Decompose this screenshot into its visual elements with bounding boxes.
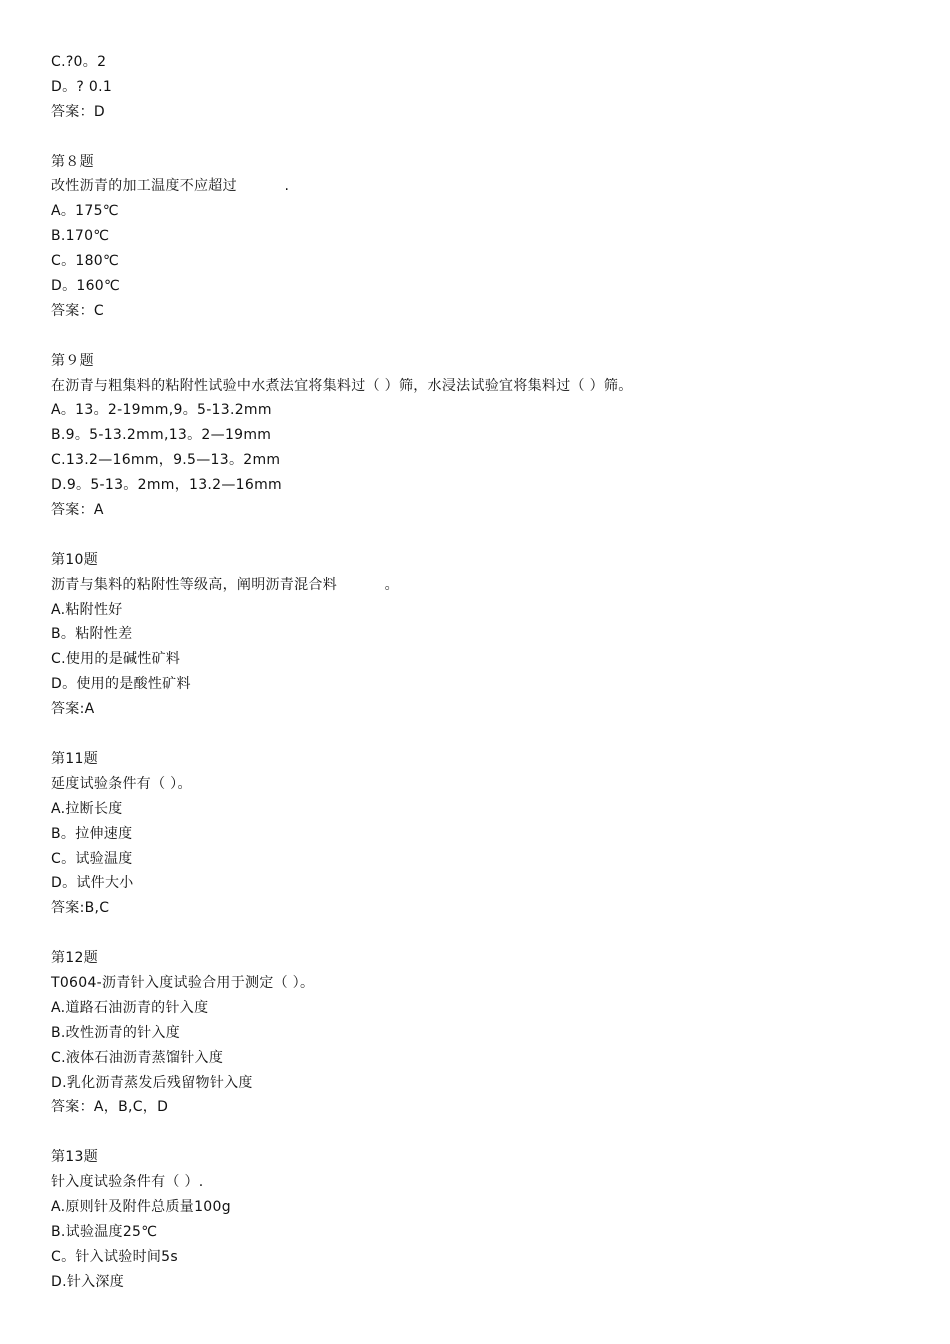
q11-option-a: A.拉断长度 (51, 800, 123, 817)
question-number-8: 第８题 (51, 153, 94, 170)
q8-answer: 答案：C (51, 302, 104, 319)
q9-option-a: A。13。2-19mm,9。5-13.2mm (51, 402, 272, 419)
question-text-8: 改性沥青的加工温度不应超过 . (51, 178, 290, 195)
q9-answer: 答案：A (51, 502, 104, 519)
question-number-13: 第13题 (51, 1149, 99, 1166)
q11-option-d: D。试件大小 (51, 875, 134, 892)
question-number-9: 第９题 (51, 352, 94, 369)
q12-option-b: B.改性沥青的针入度 (51, 1024, 181, 1041)
q9-option-c: C.13.2—16mm，9.5—13。2mm (51, 452, 281, 469)
q13-option-d: D.针入深度 (51, 1273, 125, 1290)
q9-option-d: D.9。5-13。2mm，13.2—16mm (51, 477, 282, 494)
question-text-12: T0604-沥青针入度试验合用于测定（ ）。 (51, 974, 315, 991)
q10-option-b: B。粘附性差 (51, 626, 133, 643)
answer-line: 答案：D (51, 103, 105, 120)
document-page (51, 50, 911, 1295)
option-c-line: C.?0。2 (51, 54, 107, 70)
blank-line (51, 921, 911, 946)
q8-option-b: B.170℃ (51, 228, 110, 245)
q12-option-a: A.道路石油沥青的针入度 (51, 999, 209, 1016)
blank-line (51, 1120, 911, 1145)
question-text-11: 延度试验条件有（ ）。 (51, 775, 192, 792)
q10-answer: 答案:A (51, 701, 95, 718)
q8-option-d: D。160℃ (51, 278, 121, 295)
q10-option-c: C.使用的是碱性矿料 (51, 651, 181, 668)
blank-line (51, 722, 911, 747)
question-text-9: 在沥青与粗集料的粘附性试验中水煮法宜将集料过（ ）筛，水浸法试验宜将集料过（ ）筛。 (51, 377, 633, 394)
question-number-11: 第11题 (51, 750, 99, 767)
q8-option-a: A。175℃ (51, 203, 119, 220)
question-text-10: 沥青与集料的粘附性等级高，阐明沥青混合料 。 (51, 576, 399, 593)
q13-option-c: C。针入试验时间5s (51, 1248, 178, 1265)
q12-option-d: D.乳化沥青蒸发后残留物针入度 (51, 1074, 253, 1091)
q11-option-b: B。拉伸速度 (51, 825, 133, 842)
q11-option-c: C。试验温度 (51, 850, 133, 867)
q10-option-a: A.粘附性好 (51, 601, 123, 618)
question-number-10: 第10题 (51, 551, 99, 568)
q13-option-a: A.原则针及附件总质量100g (51, 1198, 231, 1215)
question-text-13: 针入度试验条件有（ ）. (51, 1174, 204, 1191)
q11-answer: 答案:B,C (51, 900, 110, 917)
q10-option-d: D。使用的是酸性矿料 (51, 676, 191, 693)
blank-line (51, 125, 911, 150)
q8-option-c: C。180℃ (51, 253, 120, 270)
q12-option-c: C.液体石油沥青蒸馏针入度 (51, 1049, 224, 1066)
option-d-line: D。? 0.1 (51, 78, 113, 95)
q9-option-b: B.9。5-13.2mm,13。2—19mm (51, 427, 272, 444)
q12-answer: 答案：A，B,C，D (51, 1099, 169, 1116)
q13-option-b: B.试验温度25℃ (51, 1223, 158, 1240)
blank-line (51, 324, 911, 349)
question-number-12: 第12题 (51, 950, 99, 967)
blank-line (51, 523, 911, 548)
